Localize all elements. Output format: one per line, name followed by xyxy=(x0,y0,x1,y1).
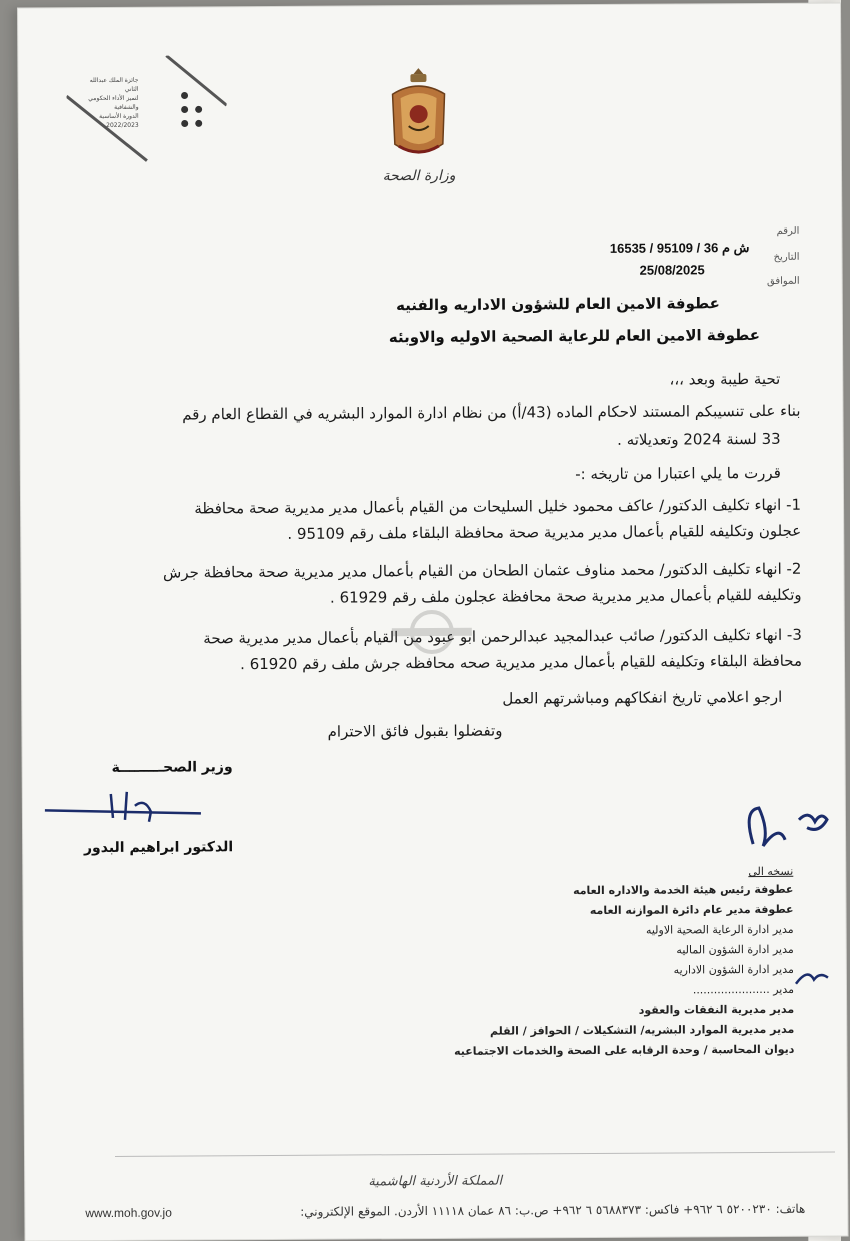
greeting: تحية طيبة وبعد ،،، xyxy=(669,369,781,389)
minister-signature xyxy=(41,787,211,838)
item-2-line-1: 2- انهاء تكليف الدكتور/ محمد مناوف عثمان الطحان من القيام بأعمال مدير مديرية صحة محافظة جرش xyxy=(162,559,802,582)
date-label: التاريخ xyxy=(773,251,800,263)
handwritten-mark xyxy=(792,964,832,994)
item-3-line-2: محافظة البلقاء وتكليفه للقيام بأعمال مدير مديرية صحه محافظه جرش ملف رقم 61920 . xyxy=(240,651,803,674)
copy-recipient: ديوان المحاسبة / وحدة الرقابه على الصحة والخدمات الاجتماعيه xyxy=(454,1042,795,1058)
document-page xyxy=(18,3,848,1240)
item-1-line-2: عجلون وتكليفه للقيام بأعمال مدير مديرية صحة محافظة البلقاء ملف رقم 95109 . xyxy=(287,521,802,543)
copy-recipient: مدير ادارة الشؤون الماليه xyxy=(676,942,794,957)
closing: وتفضلوا بقبول فائق الاحترام xyxy=(327,721,503,741)
footer-divider xyxy=(115,1152,835,1157)
copy-recipient: مدير ادارة الشؤون الاداريه xyxy=(673,962,794,977)
item-1-line-1: 1- انهاء تكليف الدكتور/ عاكف محمود خليل السليحات من القيام بأعمال مدير مديرية صحة محافظة xyxy=(194,495,802,518)
signatory-title: وزير الصحـــــــــة xyxy=(111,759,233,776)
footer-kingdom: المملكة الأردنية الهاشمية xyxy=(368,1173,503,1190)
copy-recipient: مدير مديرية النفقات والعقود xyxy=(638,1002,795,1017)
request: ارجو اعلامي تاريخ انفكاكهم ومباشرتهم العمل xyxy=(502,687,783,708)
copy-recipient: عطوفة رئيس هيئة الخدمة والاداره العامه xyxy=(573,882,794,898)
signatory-name: الدكتور ابراهيم البدور xyxy=(83,839,234,857)
corresponding-label: الموافق xyxy=(766,275,800,287)
copies-heading: نسخه الى xyxy=(748,864,794,879)
number-label: الرقم xyxy=(776,225,800,237)
date-value: 25/08/2025 xyxy=(639,262,705,278)
copy-recipient: مدير ادارة الرعاية الصحية الاوليه xyxy=(645,922,794,937)
copy-recipient: مدير مديرية الموارد البشريه/ التشكيلات / الحوافز / القلم xyxy=(489,1022,795,1038)
handwritten-initials xyxy=(723,800,833,861)
addressee-2: عطوفة الامين العام للرعاية الصحية الاوليه والاوبئه xyxy=(388,325,761,347)
copy-recipient: مدير ...................... xyxy=(692,982,795,997)
copies-list xyxy=(463,880,794,1022)
footer-contact: هاتف: ٥٢٠٠٢٣٠ ٦ ٩٦٢+ فاكس: ٥٦٨٨٣٧٣ ٦ ٩٦٢+ ص.ب: ٨٦ عمان ١١١١٨ الأردن. الموقع الإلكتروني: xyxy=(300,1201,806,1219)
jordan-emblem-icon xyxy=(386,64,451,164)
item-3-line-1: 3- انهاء تكليف الدكتور/ صائب عبدالمجيد عبدالرحمن ابو عبود من القيام بأعمال مدير مديرية صحة xyxy=(203,625,802,648)
copy-recipient: عطوفة مدير عام دائرة الموازنه العامه xyxy=(589,902,794,918)
news-watermark-logo xyxy=(382,602,482,663)
number-value: ش م 36 / 95109 / 16535 xyxy=(609,240,750,256)
intro-line-2: 33 لسنة 2024 وتعديلاته . xyxy=(617,429,781,449)
decision: قررت ما يلي اعتبارا من تاريخه :- xyxy=(575,463,781,484)
item-2-line-2: وتكليفه للقيام بأعمال مدير مديرية صحة محافظة عجلون ملف رقم 61929 . xyxy=(329,585,802,607)
ministry-name: وزارة الصحة xyxy=(382,167,456,185)
award-stamp-text: جائزة الملك عبدالله الثاني لتميز الأداء الحكومي والشفافية الدورة الأساسية 2022/2023 xyxy=(88,76,139,129)
footer-website-link[interactable]: www.moh.gov.jo xyxy=(85,1205,172,1221)
addressee-1: عطوفة الامين العام للشؤون الاداريه والفنيه xyxy=(396,294,720,315)
intro-line-1: بناء على تنسيبكم المستند لاحكام الماده (43/أ) من نظام ادارة الموارد البشريه في القطاع العام رقم xyxy=(182,401,801,424)
